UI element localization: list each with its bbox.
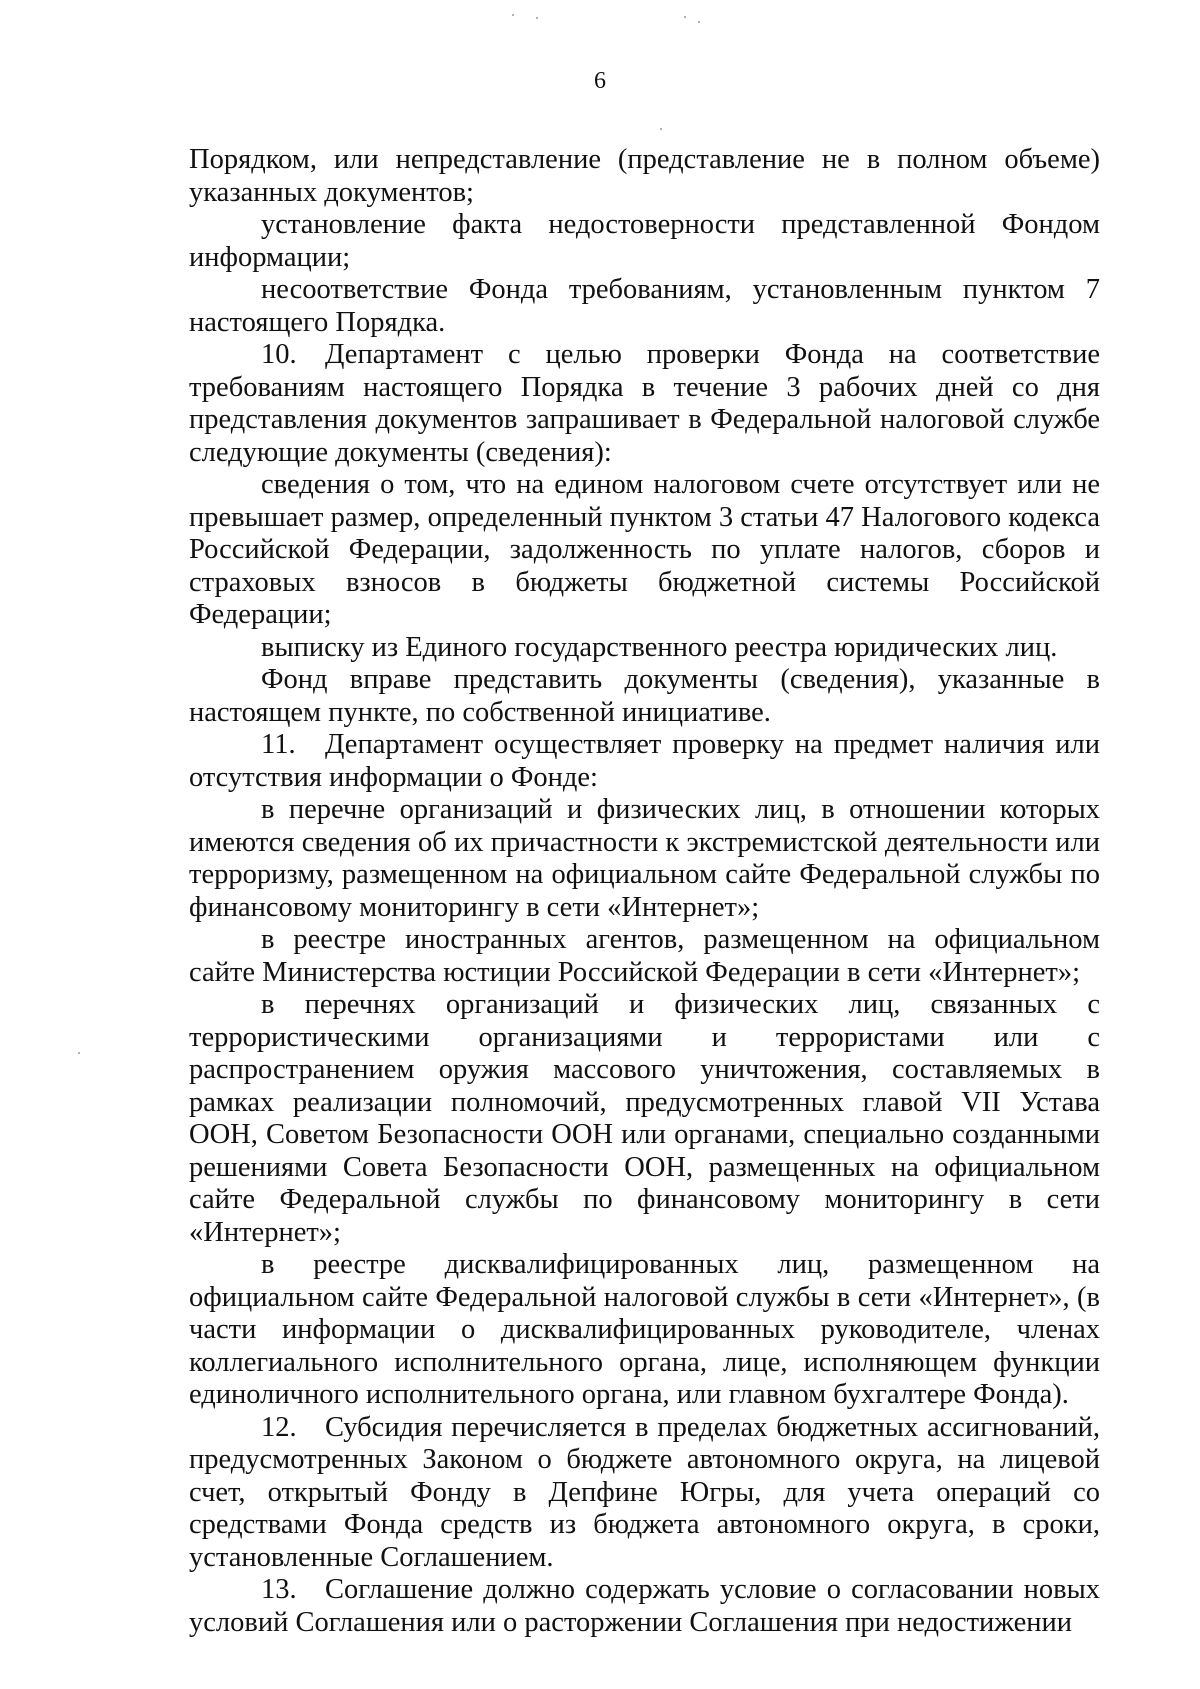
paragraph bbox=[189, 794, 1100, 924]
scan-speck bbox=[536, 17, 538, 19]
paragraph-text: Соглашение должно содержать условие о согласовании новых условий Соглашения или о расторжении Соглашения при недостижении bbox=[189, 1574, 1100, 1638]
paragraph bbox=[189, 144, 1100, 209]
paragraph-text: Департамент осуществляет проверку на предмет наличия или отсутствия информации о Фонде: bbox=[189, 729, 1100, 793]
paragraph-number: 10. bbox=[261, 339, 297, 370]
numbered-paragraph bbox=[189, 339, 1100, 469]
numbered-paragraph bbox=[189, 729, 1100, 794]
scan-speck bbox=[660, 128, 662, 130]
numbered-paragraph bbox=[189, 1412, 1100, 1575]
paragraph-text: несоответствие Фонда требованиям, установленным пунктом 7 настоящего Порядка. bbox=[189, 274, 1100, 338]
paragraph-number: 12. bbox=[261, 1411, 297, 1443]
numbered-paragraph bbox=[189, 1574, 1100, 1639]
scan-speck bbox=[78, 1052, 80, 1054]
page-number: 6 bbox=[594, 68, 606, 94]
paragraph-text: Департамент с целью проверки Фонда на соответствие требованиям настоящего Порядка в течение 3 рабочих дней со дня представления документов запрашивает в Федеральной налоговой службе следующие документы (сведения): bbox=[189, 339, 1100, 468]
scan-speck bbox=[512, 14, 514, 16]
paragraph bbox=[189, 469, 1100, 632]
paragraph-text: Порядком, или непредставление (представление не в полном объеме) указанных документов; bbox=[189, 144, 1100, 208]
paragraph-text: сведения о том, что на едином налоговом счете отсутствует или не превышает размер, определенный пунктом 3 статьи 47 Налогового кодекса Российской Федерации, задолженность по уплате налогов, сборов и страховых взносов в бюджеты бюджетной системы Российской Федерации; bbox=[189, 469, 1100, 630]
scan-speck bbox=[684, 16, 686, 18]
paragraph-text: Субсидия перечисляется в пределах бюджетных ассигнований, предусмотренных Законом о бюджете автономного округа, на лицевой счет, открытый Фонду в Депфине Югры, для учета операций со средствами Фонда средств из бюджета автономного округа, в сроки, установленные Соглашением. bbox=[189, 1411, 1100, 1573]
paragraph-text: Фонд вправе представить документы (сведения), указанные в настоящем пункте, по собственной инициативе. bbox=[189, 664, 1100, 728]
paragraph-text: в перечнях организаций и физических лиц, связанных с террористическими организациями и террористами или с распространением оружия массового уничтожения, составляемых в рамках реализации полномочий, предусмотренных главой VII Устава ООН, Советом Безопасности ООН или органами, специально созданными решениями Совета Безопасности ООН, размещенных на официальном сайте Федеральной службы по финансовому мониторингу в сети «Интернет»; bbox=[189, 989, 1100, 1248]
document-body bbox=[189, 144, 1100, 1639]
paragraph bbox=[189, 274, 1100, 339]
paragraph-number: 11. bbox=[261, 729, 296, 760]
paragraph-text: в реестре дисквалифицированных лиц, размещенном на официальном сайте Федеральной налоговой службы в сети «Интернет», (в части информации о дисквалифицированных руководителе, членах коллегиального исполнительного органа, лице, исполняющем функции единоличного исполнительного органа, или главном бухгалтере Фонда). bbox=[189, 1249, 1100, 1410]
paragraph bbox=[189, 664, 1100, 729]
paragraph bbox=[189, 209, 1100, 274]
paragraph bbox=[189, 632, 1100, 665]
paragraph-number: 13. bbox=[261, 1574, 297, 1605]
paragraph-text: в реестре иностранных агентов, размещенном на официальном сайте Министерства юстиции Российской Федерации в сети «Интернет»; bbox=[189, 924, 1100, 988]
paragraph-text: в перечне организаций и физических лиц, в отношении которых имеются сведения об их причастности к экстремистской деятельности или терроризму, размещенном на официальном сайте Федеральной службы по финансовому мониторингу в сети «Интернет»; bbox=[189, 794, 1100, 923]
paragraph-text: установление факта недостоверности представленной Фондом информации; bbox=[189, 209, 1100, 273]
paragraph bbox=[189, 924, 1100, 989]
paragraph bbox=[189, 1249, 1100, 1412]
scan-speck bbox=[698, 21, 700, 23]
paragraph bbox=[189, 989, 1100, 1249]
paragraph-text: выписку из Единого государственного реестра юридических лиц. bbox=[261, 631, 1058, 663]
